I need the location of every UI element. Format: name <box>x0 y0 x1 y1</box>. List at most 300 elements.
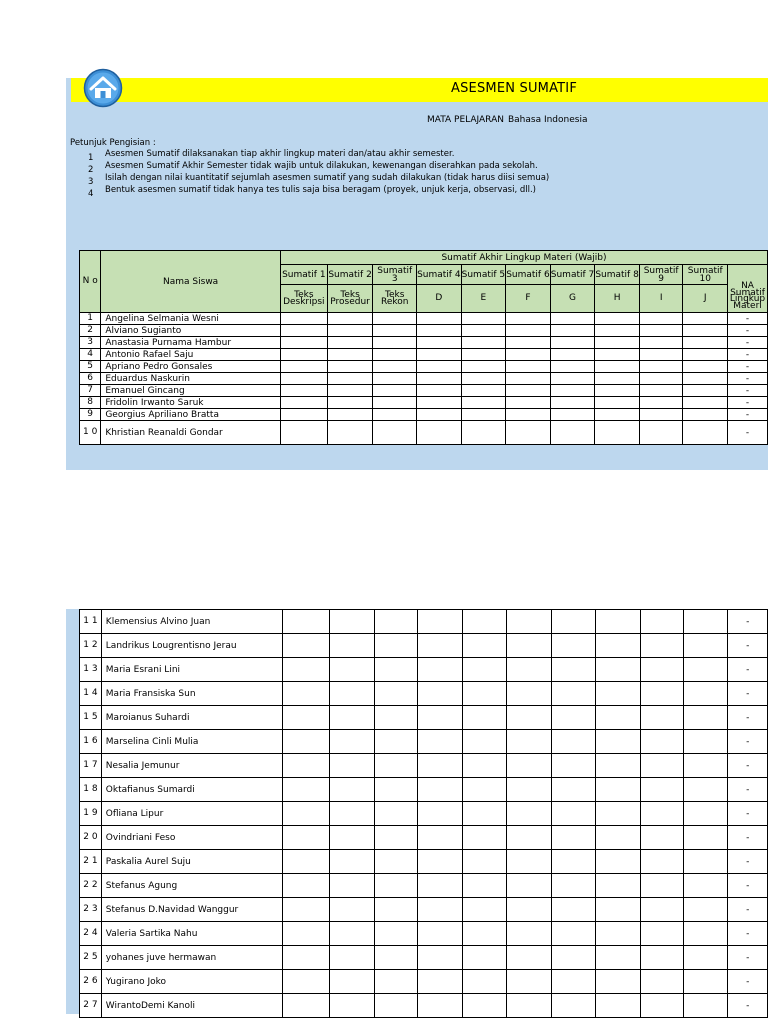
score-cell[interactable] <box>683 397 728 409</box>
score-cell[interactable] <box>462 610 506 634</box>
sumatif-header: Sumatif 1 <box>280 265 327 285</box>
score-cell[interactable] <box>329 754 374 778</box>
score-cell[interactable] <box>683 373 728 385</box>
row-number: 1 4 <box>80 682 102 706</box>
score-cell[interactable] <box>639 421 683 445</box>
score-cell[interactable] <box>327 361 373 373</box>
instruction-number: 4 <box>88 189 94 199</box>
score-cell[interactable] <box>373 373 417 385</box>
score-cell[interactable] <box>595 337 640 349</box>
score-cell[interactable] <box>506 337 551 349</box>
score-cell[interactable] <box>375 826 418 850</box>
score-cell[interactable] <box>596 850 640 874</box>
score-cell[interactable] <box>596 754 640 778</box>
score-cell[interactable] <box>683 682 727 706</box>
score-cell[interactable] <box>640 826 683 850</box>
score-cell[interactable] <box>596 946 640 970</box>
score-cell[interactable] <box>507 706 551 730</box>
score-cell[interactable] <box>329 682 374 706</box>
score-cell[interactable] <box>417 313 462 325</box>
score-cell[interactable] <box>280 361 327 373</box>
score-cell[interactable] <box>683 922 727 946</box>
score-cell[interactable] <box>506 313 551 325</box>
score-cell[interactable] <box>375 610 418 634</box>
score-cell[interactable] <box>462 634 506 658</box>
score-cell[interactable] <box>462 658 506 682</box>
score-cell[interactable] <box>417 325 462 337</box>
score-cell[interactable] <box>373 397 417 409</box>
score-cell[interactable] <box>327 397 373 409</box>
score-cell[interactable] <box>373 337 417 349</box>
score-cell[interactable] <box>461 361 506 373</box>
score-cell[interactable] <box>418 706 462 730</box>
score-cell[interactable] <box>418 994 462 1018</box>
score-cell[interactable] <box>373 385 417 397</box>
score-cell[interactable] <box>683 706 727 730</box>
no-header: N o <box>80 251 101 313</box>
score-cell[interactable] <box>462 946 506 970</box>
score-cell[interactable] <box>550 385 595 397</box>
score-cell[interactable] <box>462 706 506 730</box>
sumatif-header: Sumatif 10 <box>683 265 728 285</box>
score-cell[interactable] <box>283 610 329 634</box>
score-cell[interactable] <box>417 373 462 385</box>
sumatif-header: Sumatif 8 <box>595 265 640 285</box>
score-cell[interactable] <box>462 874 506 898</box>
score-cell[interactable] <box>640 874 683 898</box>
score-cell[interactable] <box>550 361 595 373</box>
score-cell[interactable] <box>329 970 374 994</box>
score-cell[interactable] <box>462 802 506 826</box>
score-cell[interactable] <box>329 898 374 922</box>
score-cell[interactable] <box>329 874 374 898</box>
score-cell[interactable] <box>283 946 329 970</box>
score-cell[interactable] <box>683 658 727 682</box>
score-cell[interactable] <box>417 349 462 361</box>
score-cell[interactable] <box>327 349 373 361</box>
score-cell[interactable] <box>329 610 374 634</box>
score-cell[interactable] <box>375 850 418 874</box>
score-cell[interactable] <box>507 970 551 994</box>
score-cell[interactable] <box>418 754 462 778</box>
score-cell[interactable] <box>683 778 727 802</box>
score-cell[interactable] <box>462 898 506 922</box>
score-cell[interactable] <box>551 850 595 874</box>
na-value: - <box>728 778 768 802</box>
score-cell[interactable] <box>280 325 327 337</box>
score-cell[interactable] <box>461 421 506 445</box>
score-cell[interactable] <box>595 409 640 421</box>
score-cell[interactable] <box>639 373 683 385</box>
sumatif-header: Sumatif 3 <box>373 265 417 285</box>
score-cell[interactable] <box>551 778 595 802</box>
score-cell[interactable] <box>280 337 327 349</box>
row-number: 2 3 <box>80 898 102 922</box>
score-cell[interactable] <box>507 994 551 1018</box>
score-cell[interactable] <box>418 610 462 634</box>
score-cell[interactable] <box>507 922 551 946</box>
score-cell[interactable] <box>596 682 640 706</box>
score-cell[interactable] <box>327 337 373 349</box>
score-cell[interactable] <box>418 634 462 658</box>
score-cell[interactable] <box>375 898 418 922</box>
score-cell[interactable] <box>418 922 462 946</box>
score-cell[interactable] <box>462 730 506 754</box>
score-cell[interactable] <box>373 421 417 445</box>
score-cell[interactable] <box>375 922 418 946</box>
score-cell[interactable] <box>596 658 640 682</box>
score-cell[interactable] <box>462 754 506 778</box>
score-cell[interactable] <box>373 409 417 421</box>
score-cell[interactable] <box>329 802 374 826</box>
score-cell[interactable] <box>596 778 640 802</box>
score-cell[interactable] <box>683 325 728 337</box>
student-name: Emanuel Gincang <box>101 385 281 397</box>
score-cell[interactable] <box>640 970 683 994</box>
score-cell[interactable] <box>595 385 640 397</box>
table-row <box>80 850 768 874</box>
score-cell[interactable] <box>683 349 728 361</box>
score-cell[interactable] <box>551 730 595 754</box>
score-cell[interactable] <box>283 634 329 658</box>
score-cell[interactable] <box>280 421 327 445</box>
score-cell[interactable] <box>550 349 595 361</box>
score-cell[interactable] <box>283 706 329 730</box>
instruction-number: 3 <box>88 177 94 187</box>
score-cell[interactable] <box>375 970 418 994</box>
sumatif-description: J <box>683 285 728 313</box>
score-cell[interactable] <box>375 802 418 826</box>
score-cell[interactable] <box>595 421 640 445</box>
score-cell[interactable] <box>327 421 373 445</box>
score-cell[interactable] <box>683 994 727 1018</box>
na-value: - <box>728 874 768 898</box>
score-cell[interactable] <box>683 385 728 397</box>
score-cell[interactable] <box>596 970 640 994</box>
score-cell[interactable] <box>327 373 373 385</box>
score-cell[interactable] <box>280 397 327 409</box>
score-cell[interactable] <box>639 325 683 337</box>
score-cell[interactable] <box>417 385 462 397</box>
score-cell[interactable] <box>551 994 595 1018</box>
na-value: - <box>728 922 768 946</box>
score-cell[interactable] <box>462 970 506 994</box>
score-cell[interactable] <box>375 946 418 970</box>
score-cell[interactable] <box>639 409 683 421</box>
score-cell[interactable] <box>461 385 506 397</box>
score-cell[interactable] <box>462 682 506 706</box>
score-cell[interactable] <box>639 397 683 409</box>
score-cell[interactable] <box>375 874 418 898</box>
score-cell[interactable] <box>683 730 727 754</box>
score-cell[interactable] <box>506 421 551 445</box>
score-cell[interactable] <box>550 337 595 349</box>
score-cell[interactable] <box>373 349 417 361</box>
score-cell[interactable] <box>640 754 683 778</box>
score-cell[interactable] <box>507 610 551 634</box>
score-cell[interactable] <box>596 826 640 850</box>
score-cell[interactable] <box>329 658 374 682</box>
score-cell[interactable] <box>596 730 640 754</box>
score-cell[interactable] <box>461 313 506 325</box>
score-cell[interactable] <box>329 946 374 970</box>
score-cell[interactable] <box>417 361 462 373</box>
score-cell[interactable] <box>596 874 640 898</box>
score-cell[interactable] <box>375 778 418 802</box>
score-cell[interactable] <box>283 898 329 922</box>
score-cell[interactable] <box>640 898 683 922</box>
score-cell[interactable] <box>507 634 551 658</box>
score-cell[interactable] <box>283 778 329 802</box>
score-cell[interactable] <box>418 730 462 754</box>
score-cell[interactable] <box>550 409 595 421</box>
table-row <box>80 754 768 778</box>
score-cell[interactable] <box>640 994 683 1018</box>
score-cell[interactable] <box>507 730 551 754</box>
score-cell[interactable] <box>639 361 683 373</box>
score-cell[interactable] <box>462 922 506 946</box>
score-cell[interactable] <box>283 994 329 1018</box>
score-cell[interactable] <box>507 682 551 706</box>
score-cell[interactable] <box>640 610 683 634</box>
score-cell[interactable] <box>551 826 595 850</box>
score-cell[interactable] <box>373 361 417 373</box>
score-cell[interactable] <box>683 409 728 421</box>
score-cell[interactable] <box>375 754 418 778</box>
score-cell[interactable] <box>507 754 551 778</box>
score-cell[interactable] <box>551 922 595 946</box>
score-cell[interactable] <box>462 778 506 802</box>
score-cell[interactable] <box>596 994 640 1018</box>
score-cell[interactable] <box>329 922 374 946</box>
score-cell[interactable] <box>639 337 683 349</box>
score-cell[interactable] <box>683 754 727 778</box>
score-cell[interactable] <box>506 373 551 385</box>
home-icon[interactable] <box>83 68 123 108</box>
score-cell[interactable] <box>640 922 683 946</box>
score-cell[interactable] <box>461 397 506 409</box>
score-cell[interactable] <box>683 337 728 349</box>
score-cell[interactable] <box>683 826 727 850</box>
score-cell[interactable] <box>596 634 640 658</box>
score-cell[interactable] <box>461 349 506 361</box>
score-cell[interactable] <box>329 994 374 1018</box>
score-cell[interactable] <box>329 706 374 730</box>
score-cell[interactable] <box>683 874 727 898</box>
score-cell[interactable] <box>417 397 462 409</box>
score-cell[interactable] <box>639 313 683 325</box>
score-cell[interactable] <box>507 946 551 970</box>
score-cell[interactable] <box>418 778 462 802</box>
score-cell[interactable] <box>506 397 551 409</box>
score-cell[interactable] <box>551 634 595 658</box>
score-cell[interactable] <box>461 325 506 337</box>
score-cell[interactable] <box>280 409 327 421</box>
student-name: Ovindriani Feso <box>101 826 282 850</box>
score-cell[interactable] <box>461 373 506 385</box>
row-number: 7 <box>80 385 101 397</box>
score-cell[interactable] <box>683 898 727 922</box>
score-cell[interactable] <box>327 313 373 325</box>
score-cell[interactable] <box>418 658 462 682</box>
score-cell[interactable] <box>507 850 551 874</box>
score-cell[interactable] <box>596 922 640 946</box>
score-cell[interactable] <box>506 409 551 421</box>
score-cell[interactable] <box>507 778 551 802</box>
row-number: 1 7 <box>80 754 102 778</box>
score-cell[interactable] <box>596 898 640 922</box>
score-cell[interactable] <box>461 409 506 421</box>
score-cell[interactable] <box>418 850 462 874</box>
score-cell[interactable] <box>683 610 727 634</box>
score-cell[interactable] <box>551 874 595 898</box>
student-name: Georgius Apriliano Bratta <box>101 409 281 421</box>
score-cell[interactable] <box>375 658 418 682</box>
score-cell[interactable] <box>418 946 462 970</box>
score-cell[interactable] <box>550 373 595 385</box>
sumatif-description: Teks Rekon <box>373 285 417 313</box>
score-cell[interactable] <box>329 730 374 754</box>
score-cell[interactable] <box>283 802 329 826</box>
score-cell[interactable] <box>551 658 595 682</box>
score-cell[interactable] <box>418 874 462 898</box>
score-cell[interactable] <box>551 898 595 922</box>
score-cell[interactable] <box>683 421 728 445</box>
score-cell[interactable] <box>329 634 374 658</box>
score-cell[interactable] <box>375 730 418 754</box>
score-cell[interactable] <box>280 373 327 385</box>
score-cell[interactable] <box>507 898 551 922</box>
na-value: - <box>728 898 768 922</box>
score-cell[interactable] <box>550 313 595 325</box>
score-cell[interactable] <box>551 754 595 778</box>
score-cell[interactable] <box>506 325 551 337</box>
score-cell[interactable] <box>551 706 595 730</box>
score-cell[interactable] <box>375 634 418 658</box>
score-cell[interactable] <box>595 313 640 325</box>
score-cell[interactable] <box>280 385 327 397</box>
score-cell[interactable] <box>596 802 640 826</box>
score-cell[interactable] <box>506 361 551 373</box>
score-cell[interactable] <box>683 802 727 826</box>
score-cell[interactable] <box>595 349 640 361</box>
score-cell[interactable] <box>550 397 595 409</box>
score-cell[interactable] <box>507 826 551 850</box>
score-cell[interactable] <box>373 313 417 325</box>
score-cell[interactable] <box>595 397 640 409</box>
score-cell[interactable] <box>596 706 640 730</box>
score-cell[interactable] <box>640 802 683 826</box>
score-cell[interactable] <box>418 898 462 922</box>
score-cell[interactable] <box>417 409 462 421</box>
score-cell[interactable] <box>683 970 727 994</box>
score-cell[interactable] <box>418 682 462 706</box>
score-cell[interactable] <box>329 826 374 850</box>
row-number: 1 8 <box>80 778 102 802</box>
score-cell[interactable] <box>640 730 683 754</box>
score-cell[interactable] <box>551 970 595 994</box>
score-cell[interactable] <box>375 682 418 706</box>
score-cell[interactable] <box>283 682 329 706</box>
na-value: - <box>728 409 768 421</box>
score-cell[interactable] <box>640 706 683 730</box>
score-cell[interactable] <box>283 658 329 682</box>
score-cell[interactable] <box>507 802 551 826</box>
score-cell[interactable] <box>417 421 462 445</box>
score-cell[interactable] <box>329 850 374 874</box>
score-cell[interactable] <box>640 658 683 682</box>
score-cell[interactable] <box>283 826 329 850</box>
score-cell[interactable] <box>283 874 329 898</box>
score-cell[interactable] <box>280 313 327 325</box>
score-cell[interactable] <box>418 970 462 994</box>
score-cell[interactable] <box>551 610 595 634</box>
score-cell[interactable] <box>683 946 727 970</box>
score-cell[interactable] <box>550 421 595 445</box>
score-cell[interactable] <box>327 325 373 337</box>
score-cell[interactable] <box>595 325 640 337</box>
score-cell[interactable] <box>506 349 551 361</box>
score-cell[interactable] <box>595 361 640 373</box>
score-cell[interactable] <box>506 385 551 397</box>
score-cell[interactable] <box>640 946 683 970</box>
score-cell[interactable] <box>639 349 683 361</box>
score-cell[interactable] <box>283 850 329 874</box>
score-cell[interactable] <box>329 778 374 802</box>
score-cell[interactable] <box>551 682 595 706</box>
score-cell[interactable] <box>418 802 462 826</box>
score-cell[interactable] <box>551 802 595 826</box>
score-cell[interactable] <box>640 682 683 706</box>
row-number: 2 <box>80 325 101 337</box>
score-cell[interactable] <box>551 946 595 970</box>
score-cell[interactable] <box>640 778 683 802</box>
score-cell[interactable] <box>462 826 506 850</box>
instruction-item <box>70 149 560 163</box>
score-cell[interactable] <box>373 325 417 337</box>
score-cell[interactable] <box>375 994 418 1018</box>
score-cell[interactable] <box>375 706 418 730</box>
score-cell[interactable] <box>683 634 727 658</box>
score-cell[interactable] <box>283 922 329 946</box>
score-cell[interactable] <box>639 385 683 397</box>
score-cell[interactable] <box>283 730 329 754</box>
score-cell[interactable] <box>683 361 728 373</box>
score-cell[interactable] <box>327 409 373 421</box>
score-cell[interactable] <box>283 754 329 778</box>
score-cell[interactable] <box>683 313 728 325</box>
score-cell[interactable] <box>507 874 551 898</box>
score-cell[interactable] <box>283 970 329 994</box>
na-value: - <box>728 682 768 706</box>
score-cell[interactable] <box>550 325 595 337</box>
sumatif-description: F <box>506 285 551 313</box>
score-cell[interactable] <box>640 850 683 874</box>
score-cell[interactable] <box>417 337 462 349</box>
score-cell[interactable] <box>683 850 727 874</box>
score-cell[interactable] <box>507 658 551 682</box>
score-cell[interactable] <box>640 634 683 658</box>
score-cell[interactable] <box>462 850 506 874</box>
score-cell[interactable] <box>595 373 640 385</box>
na-value: - <box>728 421 768 445</box>
score-cell[interactable] <box>418 826 462 850</box>
score-cell[interactable] <box>596 610 640 634</box>
score-cell[interactable] <box>462 994 506 1018</box>
score-cell[interactable] <box>461 337 506 349</box>
score-cell[interactable] <box>327 385 373 397</box>
score-cell[interactable] <box>280 349 327 361</box>
